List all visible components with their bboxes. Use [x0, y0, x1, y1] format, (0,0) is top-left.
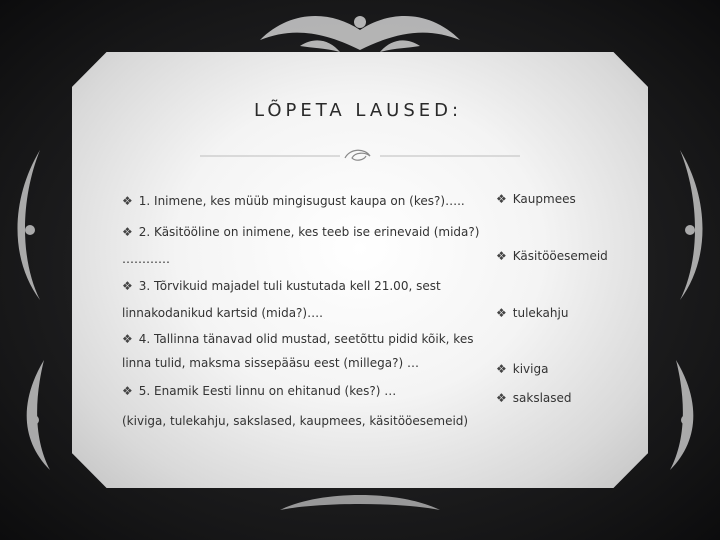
bullet-icon: ❖ — [496, 192, 507, 206]
word-bank: (kiviga, tulekahju, sakslased, kaupmees, käsitööesemeid) — [122, 414, 469, 428]
bullet-icon: ❖ — [122, 332, 133, 346]
bullet-icon: ❖ — [496, 391, 507, 405]
question-3-continuation: linnakodanikud kartsid (mida?)…. — [122, 306, 323, 320]
slide-title: LÕPETA LAUSED: — [254, 100, 463, 121]
answer-4: ❖ kiviga — [496, 362, 549, 376]
answer-3: ❖ tulekahju — [496, 306, 569, 320]
question-1: ❖ 1. Inimene, kes müüb mingisugust kaupa on (kes?)….. — [122, 194, 465, 208]
question-2: ❖ 2. Käsitööline on inimene, kes teeb ise erinevaid (mida?) — [122, 225, 480, 239]
bullet-icon: ❖ — [496, 362, 507, 376]
damask-ornament-left — [0, 0, 80, 540]
question-3: ❖ 3. Tõrvikuid majadel tuli kustutada kell 21.00, sest — [122, 279, 441, 293]
bullet-icon: ❖ — [122, 194, 133, 208]
title-divider — [200, 146, 520, 166]
question-4: ❖ 4. Tallinna tänavad olid mustad, seetõttu pidid kõik, kes — [122, 332, 474, 346]
answer-2: ❖ Käsitööesemeid — [496, 249, 608, 263]
bullet-icon: ❖ — [122, 279, 133, 293]
bullet-icon: ❖ — [496, 249, 507, 263]
damask-ornament-bottom — [0, 480, 720, 540]
damask-ornament-right — [640, 0, 720, 540]
bullet-icon: ❖ — [122, 384, 133, 398]
question-2-continuation: ………… — [122, 252, 170, 266]
bullet-icon: ❖ — [122, 225, 133, 239]
question-5: ❖ 5. Enamik Eesti linnu on ehitanud (kes?) … — [122, 384, 397, 398]
answer-1: ❖ Kaupmees — [496, 192, 576, 206]
bullet-icon: ❖ — [496, 306, 507, 320]
question-4-continuation: linna tulid, maksma sissepääsu eest (millega?) … — [122, 356, 419, 370]
answer-5: ❖ sakslased — [496, 391, 572, 405]
